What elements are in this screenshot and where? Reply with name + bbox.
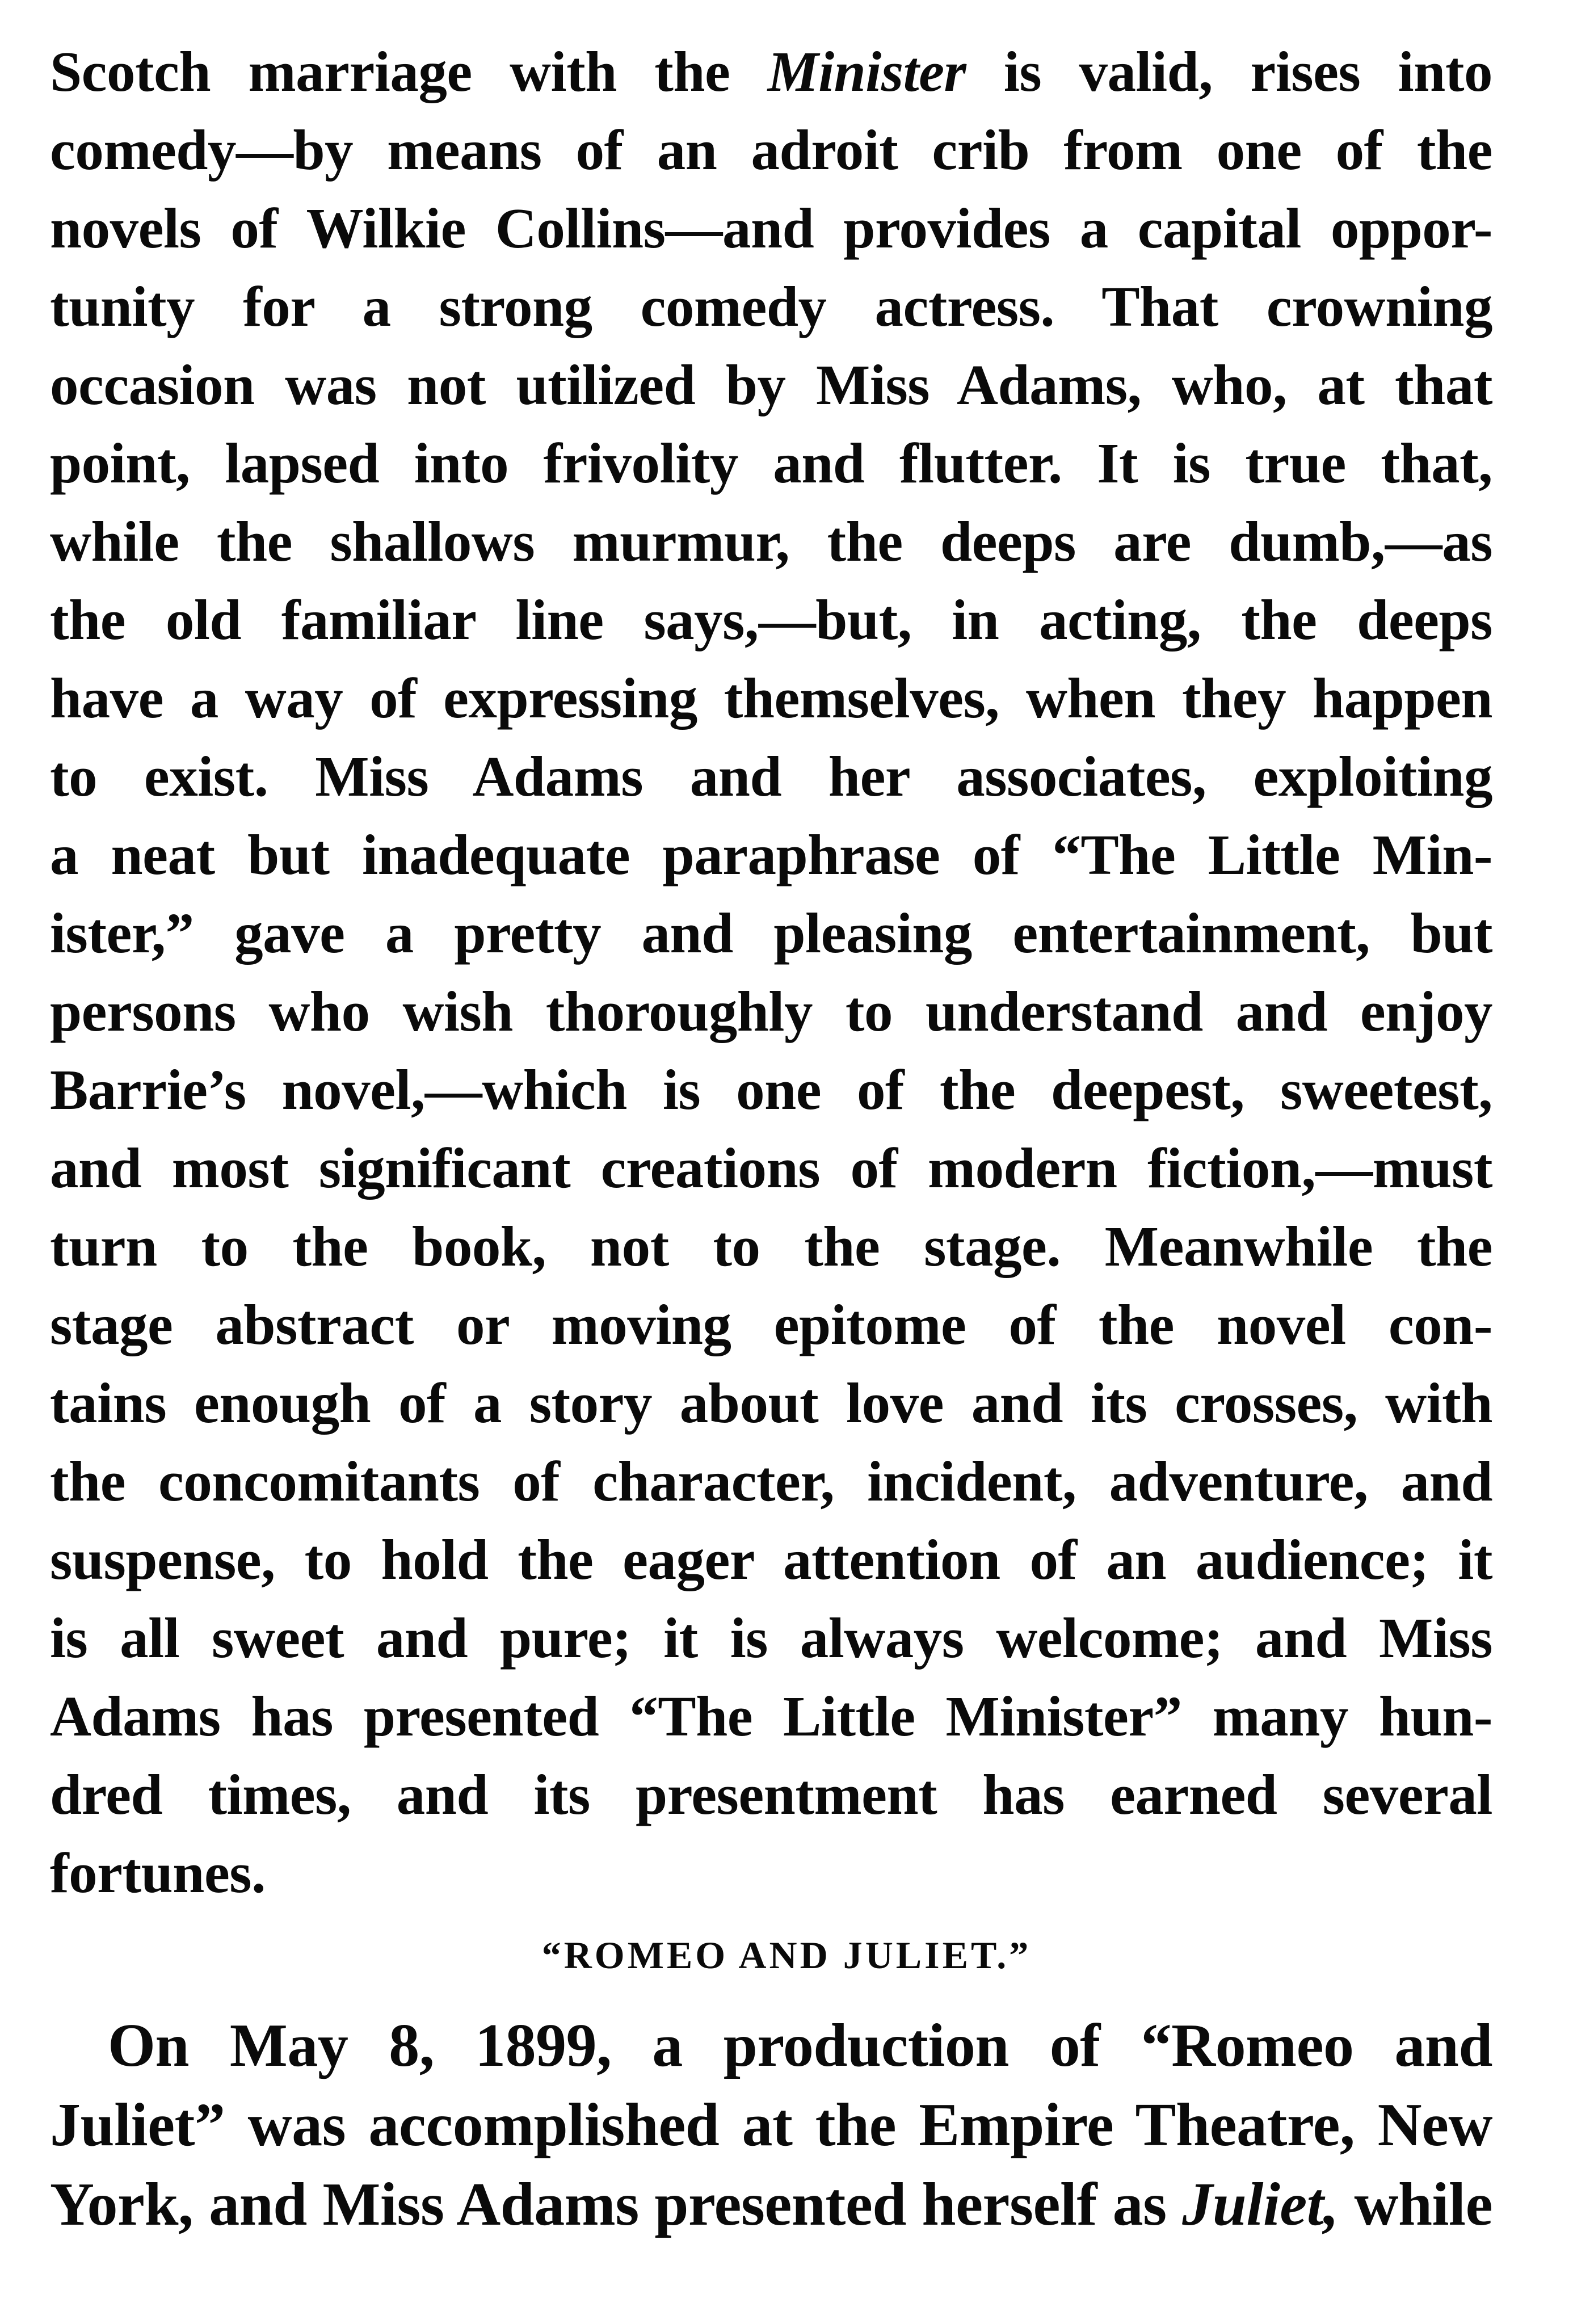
text-line: is all sweet and pure; it is always welcome; and Miss	[50, 1606, 1492, 1670]
text-line: Barrie’s novel,—which is one of the deepest, sweetest,	[50, 1058, 1492, 1121]
text-line: point, lapsed into frivolity and flutter. It is true that,	[50, 431, 1492, 495]
text-line: have a way of expressing themselves, when they happen	[50, 666, 1492, 730]
text-line: Juliet” was accomplished at the Empire Theatre, New	[50, 2091, 1492, 2159]
text-line: dred times, and its presentment has earned several	[50, 1763, 1492, 1826]
section-heading: “ROMEO AND JULIET.”	[541, 1934, 1032, 1977]
text-line: novels of Wilkie Collins—and provides a capital oppor-	[50, 196, 1492, 260]
text-line: Adams has presented “The Little Minister” many hun-	[50, 1684, 1492, 1748]
text-line: ister,” gave a pretty and pleasing entertainment, but	[50, 901, 1492, 965]
text-line: persons who wish thoroughly to understand and enjoy	[50, 980, 1492, 1043]
text-line: to exist. Miss Adams and her associates, exploiting	[50, 745, 1492, 808]
text-line: and most significant creations of modern fiction,—must	[50, 1136, 1492, 1200]
text-line: while the shallows murmur, the deeps are dumb,—as	[50, 510, 1492, 573]
text-line: occasion was not utilized by Miss Adams, who, at that	[50, 353, 1492, 417]
text-line: comedy—by means of an adroit crib from one of the	[50, 118, 1492, 182]
text-line: Scotch marriage with the Minister is valid, rises into	[50, 40, 1492, 103]
text-line: suspense, to hold the eager attention of an audience; it	[50, 1528, 1492, 1591]
text-line: York, and Miss Adams presented herself as Juliet, while	[50, 2171, 1492, 2238]
text-line: stage abstract or moving epitome of the novel con-	[50, 1293, 1492, 1356]
text-line: On May 8, 1899, a production of “Romeo and	[108, 2012, 1492, 2079]
text-line: fortunes.	[50, 1841, 266, 1905]
text-line: a neat but inadequate paraphrase of “The Little Min-	[50, 823, 1492, 886]
text-line: the old familiar line says,—but, in acting, the deeps	[50, 588, 1492, 652]
text-line: tains enough of a story about love and its crosses, with	[50, 1371, 1492, 1435]
text-line: turn to the book, not to the stage. Meanwhile the	[50, 1214, 1492, 1278]
text-line: the concomitants of character, incident, adventure, and	[50, 1449, 1492, 1513]
text-line: tunity for a strong comedy actress. That crowning	[50, 275, 1492, 338]
